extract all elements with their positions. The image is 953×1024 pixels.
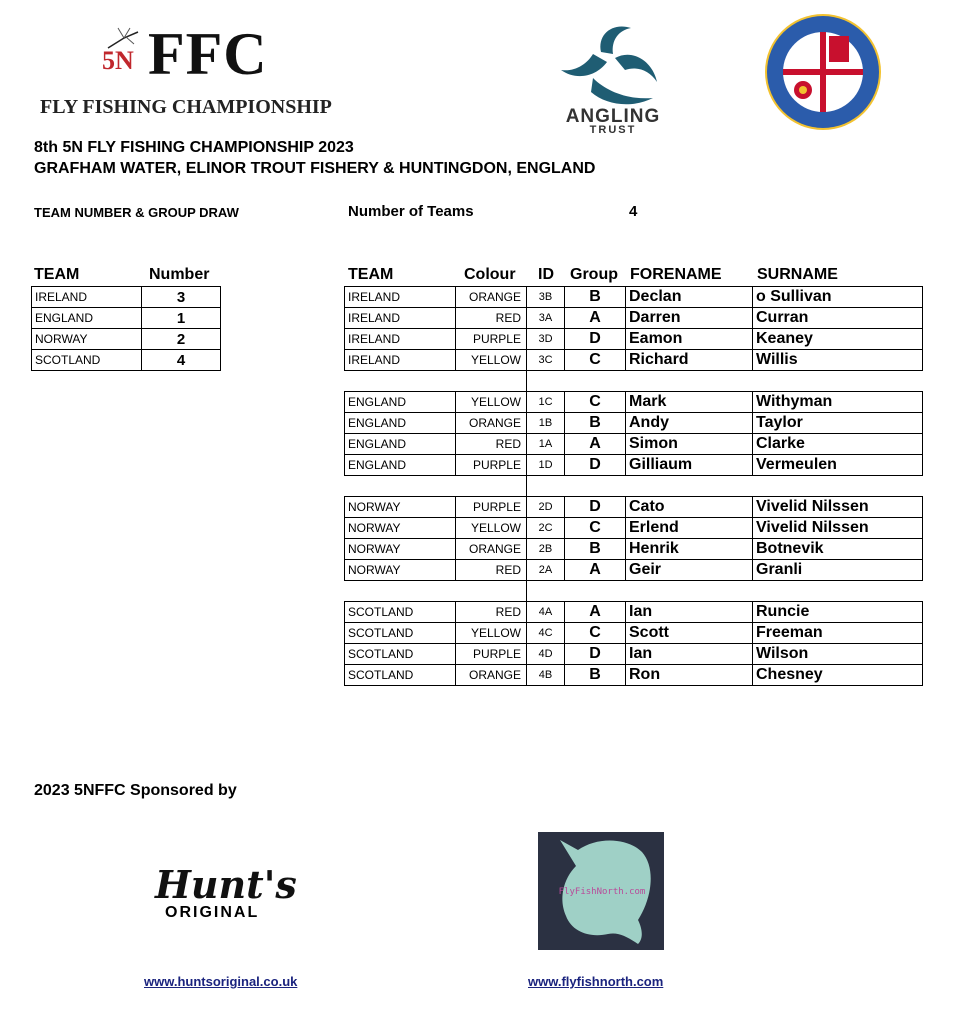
team-cell: NORWAY — [345, 539, 456, 560]
table-row — [345, 392, 923, 413]
team-cell: ENGLAND — [345, 413, 456, 434]
ffc-logo-prefix: 5N — [102, 46, 134, 75]
group-cell: A — [565, 434, 626, 455]
surname-cell: Granli — [753, 560, 923, 581]
forename-cell: Ian — [626, 602, 753, 623]
number-of-teams-label: Number of Teams — [348, 203, 474, 220]
table-row — [345, 539, 923, 560]
id-cell: 1D — [527, 455, 565, 476]
id-cell: 1B — [527, 413, 565, 434]
id-cell: 2C — [527, 518, 565, 539]
colour-cell: ORANGE — [456, 665, 527, 686]
team-cell: IRELAND — [345, 350, 456, 371]
group-cell: B — [565, 665, 626, 686]
team-cell: IRELAND — [345, 329, 456, 350]
team-england-badge — [757, 12, 889, 132]
colour-cell: PURPLE — [456, 644, 527, 665]
group-cell: D — [565, 455, 626, 476]
table-row — [345, 350, 923, 371]
surname-cell: Wilson — [753, 644, 923, 665]
surname-cell: Withyman — [753, 392, 923, 413]
team-cell: IRELAND — [345, 308, 456, 329]
team-name-cell: NORWAY — [32, 329, 142, 350]
table-row — [345, 434, 923, 455]
group-cell: C — [565, 623, 626, 644]
group-separator — [345, 371, 923, 392]
group-cell: B — [565, 413, 626, 434]
group-draw-table — [344, 286, 923, 686]
angling-trust-logo-subtext: TRUST — [589, 124, 637, 136]
id-cell: 4C — [527, 623, 565, 644]
right-header-colour: Colour — [464, 266, 516, 283]
surname-cell: o Sullivan — [753, 287, 923, 308]
ffc-logo-subtitle: FLY FISHING CHAMPIONSHIP — [40, 96, 332, 118]
colour-cell: ORANGE — [456, 287, 527, 308]
team-name-cell: SCOTLAND — [32, 350, 142, 371]
surname-cell: Chesney — [753, 665, 923, 686]
surname-cell: Botnevik — [753, 539, 923, 560]
forename-cell: Ron — [626, 665, 753, 686]
forename-cell: Eamon — [626, 329, 753, 350]
forename-cell: Scott — [626, 623, 753, 644]
group-cell: A — [565, 602, 626, 623]
group-cell: C — [565, 392, 626, 413]
forename-cell: Henrik — [626, 539, 753, 560]
team-cell: NORWAY — [345, 518, 456, 539]
surname-cell: Freeman — [753, 623, 923, 644]
team-cell: ENGLAND — [345, 455, 456, 476]
forename-cell: Darren — [626, 308, 753, 329]
team-cell: NORWAY — [345, 560, 456, 581]
team-cell: SCOTLAND — [345, 665, 456, 686]
colour-cell: PURPLE — [456, 455, 527, 476]
venue-title: GRAFHAM WATER, ELINOR TROUT FISHERY & HUNTINGDON, ENGLAND — [34, 160, 596, 177]
group-cell: B — [565, 539, 626, 560]
colour-cell: YELLOW — [456, 392, 527, 413]
table-row — [345, 665, 923, 686]
team-number-cell: 2 — [142, 329, 221, 350]
colour-cell: YELLOW — [456, 518, 527, 539]
group-separator — [345, 476, 923, 497]
group-cell: D — [565, 497, 626, 518]
surname-cell: Taylor — [753, 413, 923, 434]
id-cell: 3B — [527, 287, 565, 308]
colour-cell: YELLOW — [456, 623, 527, 644]
forename-cell: Erlend — [626, 518, 753, 539]
colour-cell: RED — [456, 308, 527, 329]
id-cell: 1C — [527, 392, 565, 413]
team-cell: ENGLAND — [345, 392, 456, 413]
team-name-cell: ENGLAND — [32, 308, 142, 329]
table-row — [345, 455, 923, 476]
colour-cell: ORANGE — [456, 413, 527, 434]
team-name-cell: IRELAND — [32, 287, 142, 308]
left-header-number: Number — [149, 266, 210, 283]
team-number-cell: 1 — [142, 308, 221, 329]
id-cell: 3C — [527, 350, 565, 371]
forename-cell: Geir — [626, 560, 753, 581]
id-cell: 4B — [527, 665, 565, 686]
draw-label: TEAM NUMBER & GROUP DRAW — [34, 205, 239, 220]
table-row — [32, 308, 221, 329]
colour-cell: ORANGE — [456, 539, 527, 560]
id-cell: 3D — [527, 329, 565, 350]
forename-cell: Mark — [626, 392, 753, 413]
surname-cell: Runcie — [753, 602, 923, 623]
colour-cell: PURPLE — [456, 497, 527, 518]
surname-cell: Curran — [753, 308, 923, 329]
table-row — [345, 602, 923, 623]
colour-cell: RED — [456, 560, 527, 581]
angling-trust-logo-text: ANGLING — [565, 106, 661, 127]
sponsors-label: 2023 5NFFC Sponsored by — [34, 782, 237, 799]
colour-cell: RED — [456, 434, 527, 455]
id-cell: 1A — [527, 434, 565, 455]
table-row — [345, 623, 923, 644]
colour-cell: RED — [456, 602, 527, 623]
table-row — [345, 329, 923, 350]
id-cell: 2A — [527, 560, 565, 581]
table-row — [345, 413, 923, 434]
forename-cell: Ian — [626, 644, 753, 665]
team-number-cell: 3 — [142, 287, 221, 308]
group-cell: B — [565, 287, 626, 308]
right-header-team: TEAM — [348, 266, 394, 283]
team-cell: NORWAY — [345, 497, 456, 518]
surname-cell: Willis — [753, 350, 923, 371]
table-row — [32, 287, 221, 308]
team-cell: SCOTLAND — [345, 644, 456, 665]
group-cell: D — [565, 329, 626, 350]
table-row — [345, 497, 923, 518]
ffc-logo-text: FFC — [148, 21, 268, 87]
group-cell: D — [565, 644, 626, 665]
surname-cell: Clarke — [753, 434, 923, 455]
colour-cell: YELLOW — [456, 350, 527, 371]
table-row — [345, 560, 923, 581]
right-header-surname: SURNAME — [757, 266, 838, 283]
group-cell: A — [565, 308, 626, 329]
table-row — [345, 287, 923, 308]
id-cell: 4A — [527, 602, 565, 623]
surname-cell: Vivelid Nilssen — [753, 497, 923, 518]
table-row — [345, 518, 923, 539]
surname-cell: Vermeulen — [753, 455, 923, 476]
forename-cell: Richard — [626, 350, 753, 371]
championship-title: 8th 5N FLY FISHING CHAMPIONSHIP 2023 — [34, 139, 354, 156]
left-header-team: TEAM — [34, 266, 80, 283]
group-cell: C — [565, 518, 626, 539]
forename-cell: Declan — [626, 287, 753, 308]
team-number-cell: 4 — [142, 350, 221, 371]
table-row — [32, 329, 221, 350]
group-cell: A — [565, 560, 626, 581]
hunts-logo-script: Hunt's — [155, 862, 297, 907]
surname-cell: Vivelid Nilssen — [753, 518, 923, 539]
team-cell: IRELAND — [345, 287, 456, 308]
forename-cell: Gilliaum — [626, 455, 753, 476]
table-row — [345, 308, 923, 329]
team-cell: ENGLAND — [345, 434, 456, 455]
team-cell: SCOTLAND — [345, 623, 456, 644]
id-cell: 2B — [527, 539, 565, 560]
table-row — [32, 350, 221, 371]
team-cell: SCOTLAND — [345, 602, 456, 623]
hunts-logo-original: ORIGINAL — [165, 904, 260, 921]
id-cell: 3A — [527, 308, 565, 329]
group-separator — [345, 581, 923, 602]
forename-cell: Cato — [626, 497, 753, 518]
flyfishnorth-logo-text: FlyFishNorth.com — [558, 887, 646, 897]
id-cell: 4D — [527, 644, 565, 665]
number-of-teams-value: 4 — [629, 203, 638, 220]
table-row — [345, 644, 923, 665]
colour-cell: PURPLE — [456, 329, 527, 350]
forename-cell: Simon — [626, 434, 753, 455]
group-cell: C — [565, 350, 626, 371]
flyfishnorth-link[interactable]: www.flyfishnorth.com — [528, 974, 664, 989]
right-header-forename: FORENAME — [630, 266, 722, 283]
id-cell: 2D — [527, 497, 565, 518]
hunts-original-link[interactable]: www.huntsoriginal.co.uk — [144, 974, 298, 989]
right-header-group: Group — [570, 266, 618, 283]
right-header-id: ID — [538, 266, 554, 283]
team-number-table — [31, 286, 221, 371]
surname-cell: Keaney — [753, 329, 923, 350]
forename-cell: Andy — [626, 413, 753, 434]
